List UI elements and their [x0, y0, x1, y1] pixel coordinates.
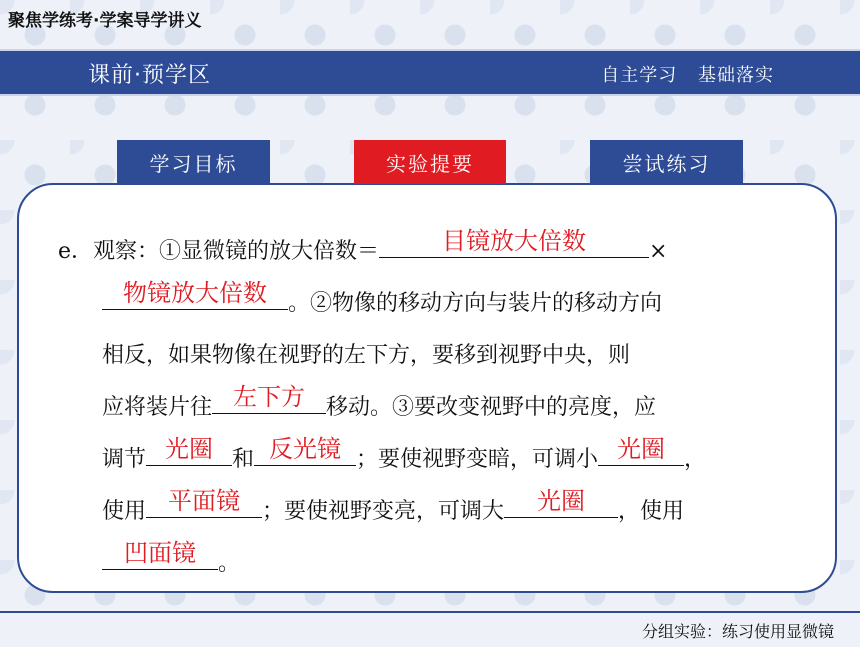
answer-blank: [146, 487, 262, 518]
answer-text: 反光镜: [269, 435, 342, 463]
answer-text: 平面镜: [168, 487, 241, 515]
text-segment: 移动。③要改变视野中的亮度，应: [326, 395, 657, 420]
text-segment: 。②物像的移动方向与装片的移动方向: [288, 291, 663, 316]
text-segment: ；要使视野变暗，可调小: [356, 447, 599, 472]
text-line-5: [58, 434, 818, 486]
section-header-bar: [0, 49, 860, 96]
text-segment: ；要使视野变亮，可调大: [262, 499, 505, 524]
exercise-text: [58, 226, 818, 590]
answer-text: 凹面镜: [124, 539, 196, 567]
text-line-7: [58, 538, 818, 590]
answer-text: 光圈: [537, 487, 586, 515]
text-segment: 应将装片往: [102, 395, 213, 420]
answer-blank: [146, 435, 232, 466]
answer-blank: [254, 435, 356, 466]
text-line-4: [58, 382, 818, 434]
answer-text: 物镜放大倍数: [123, 279, 267, 307]
answer-text: 目镜放大倍数: [442, 227, 587, 255]
text-line-1: [58, 226, 818, 278]
section-title: 课前·预学区: [88, 63, 211, 88]
text-segment: 和: [232, 447, 255, 472]
answer-blank: [379, 227, 649, 258]
text-line-3: 相反，如果物像在视野的左下方，要移到视野中央，则: [102, 343, 631, 368]
section-subtitle: 自主学习 基础落实: [601, 65, 774, 86]
text-segment: 使用: [102, 499, 147, 524]
text-line-2: [58, 278, 818, 330]
text-segment: ，: [684, 447, 707, 472]
document-title: 聚焦学练考·学案导学讲义: [8, 11, 202, 31]
text-segment: 调节: [102, 447, 147, 472]
tab-practice[interactable]: 尝试练习: [590, 140, 743, 184]
tab-learning-goals[interactable]: 学习目标: [117, 140, 270, 184]
text-segment: 。: [218, 551, 241, 576]
tab-experiment-notes[interactable]: 实验提要: [354, 140, 506, 184]
answer-text: 光圈: [165, 435, 214, 463]
text-line-6: [58, 486, 818, 538]
answer-blank: [102, 539, 218, 570]
answer-text: 光圈: [617, 435, 666, 463]
text-segment: e．观察：①显微镜的放大倍数＝: [58, 239, 380, 264]
footer-caption: 分组实验：练习使用显微镜: [641, 622, 834, 641]
text-segment: ×: [649, 239, 668, 264]
text-segment: ，使用: [618, 499, 685, 524]
answer-blank: [212, 383, 326, 414]
answer-blank: [504, 487, 618, 518]
answer-blank: [102, 279, 288, 310]
answer-blank: [598, 435, 684, 466]
footer-bar: [0, 611, 860, 647]
answer-text: 左下方: [233, 383, 306, 411]
